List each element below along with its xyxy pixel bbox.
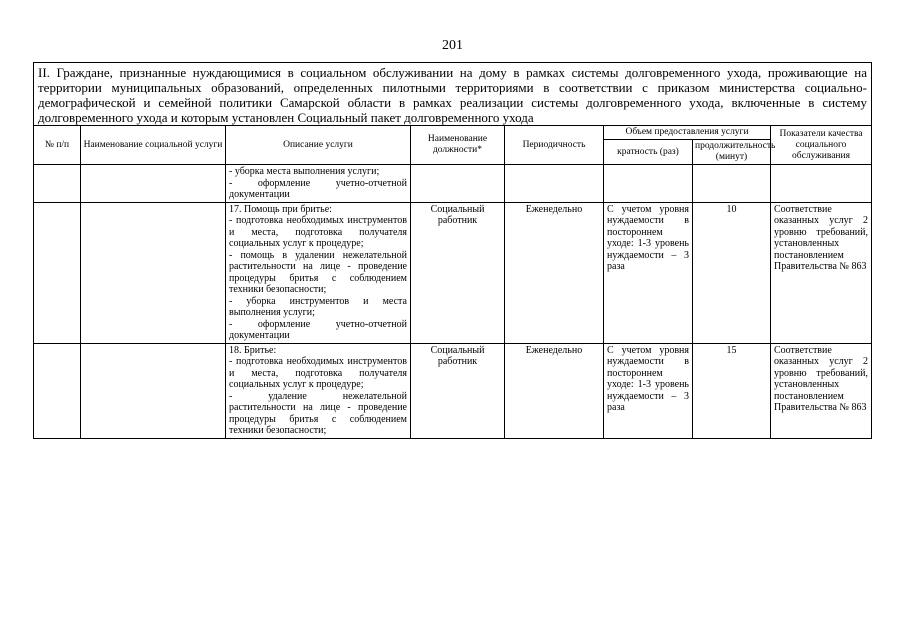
description-line: - оформление учетно-отчетной документации <box>229 177 407 200</box>
cell-quality: Соответствие оказанных услуг 2 уровню требований, установленных постановлением Правительства № 863 <box>771 343 872 438</box>
cell-description <box>226 165 411 203</box>
description-line: - подготовка необходимых инструментов и места, подготовка получателя социальных услуг к процедуре; <box>229 356 407 390</box>
cell-num <box>34 165 81 203</box>
header-num: № п/п <box>34 126 81 165</box>
cell-service-name <box>81 343 226 438</box>
header-multiplicity: кратность (раз) <box>604 140 693 165</box>
cell-multiplicity: С учетом уровня нуждаемости в постороннем уходе: 1-3 уровень нуждаемости – 3 раза <box>604 202 693 343</box>
cell-service-name <box>81 202 226 343</box>
header-volume: Объем предоставления услуги <box>604 126 771 140</box>
header-duration: продолжительность (минут) <box>693 140 771 165</box>
description-line: 17. Помощь при бритье: <box>229 203 332 215</box>
cell-position <box>411 165 505 203</box>
cell-quality: Соответствие оказанных услуг 2 уровню требований, установленных постановлением Правительства № 863 <box>771 202 872 343</box>
section-title: II. Граждане, признанные нуждающимися в социальном обслуживании на дому в рамках системы долговременного ухода, проживающие на территории муниципальных образований, определенных пилотными территориями в соответствии с приказом министерства социально-демографической и семейной политики Самарской области в рамках реализации системы долговременного ухода, включенные в систему долговременного ухода и которым установлен Социальный пакет долговременного ухода <box>34 63 872 126</box>
description-line: - подготовка необходимых инструментов и места, подготовка получателя социальных услуг к процедуре; <box>229 215 407 249</box>
description-line: - оформление учетно-отчетной документации <box>229 318 407 341</box>
cell-periodicity: Еженедельно <box>505 202 604 343</box>
description-line: 18. Бритье: <box>229 344 277 356</box>
table-row <box>34 202 872 343</box>
section-header-row <box>34 63 872 126</box>
cell-num <box>34 202 81 343</box>
cell-description <box>226 343 411 438</box>
table-header-row <box>34 126 872 140</box>
header-periodicity: Периодичность <box>505 126 604 165</box>
cell-multiplicity: С учетом уровня нуждаемости в постороннем уходе: 1-3 уровень нуждаемости – 3 раза <box>604 343 693 438</box>
cell-num <box>34 343 81 438</box>
page-number: 201 <box>442 38 463 53</box>
cell-service-name <box>81 165 226 203</box>
cell-multiplicity <box>604 165 693 203</box>
cell-periodicity <box>505 165 604 203</box>
description-line: - помощь в удалении нежелательной растительности на лице - проведение процедуры бритья с соблюдением техники безопасности; <box>229 249 407 295</box>
cell-description <box>226 202 411 343</box>
cell-duration <box>693 165 771 203</box>
header-quality: Показатели качества социального обслуживания <box>771 126 872 165</box>
services-table <box>33 62 872 439</box>
description-line: - уборка инструментов и места выполнения услуги; <box>229 295 407 318</box>
table-row <box>34 343 872 438</box>
description-line: - уборка места выполнения услуги; <box>229 166 380 177</box>
cell-position: Социальный работник <box>411 343 505 438</box>
header-description: Описание услуги <box>226 126 411 165</box>
header-service-name: Наименование социальной услуги <box>81 126 226 165</box>
table-row <box>34 165 872 203</box>
cell-duration: 15 <box>693 343 771 438</box>
description-line: - удаление нежелательной растительности на лице - проведение процедуры бритья с соблюдением техники безопасности; <box>229 390 407 436</box>
header-position: Наименование должности* <box>411 126 505 165</box>
cell-position: Социальный работник <box>411 202 505 343</box>
cell-duration: 10 <box>693 202 771 343</box>
cell-periodicity: Еженедельно <box>505 343 604 438</box>
cell-quality <box>771 165 872 203</box>
